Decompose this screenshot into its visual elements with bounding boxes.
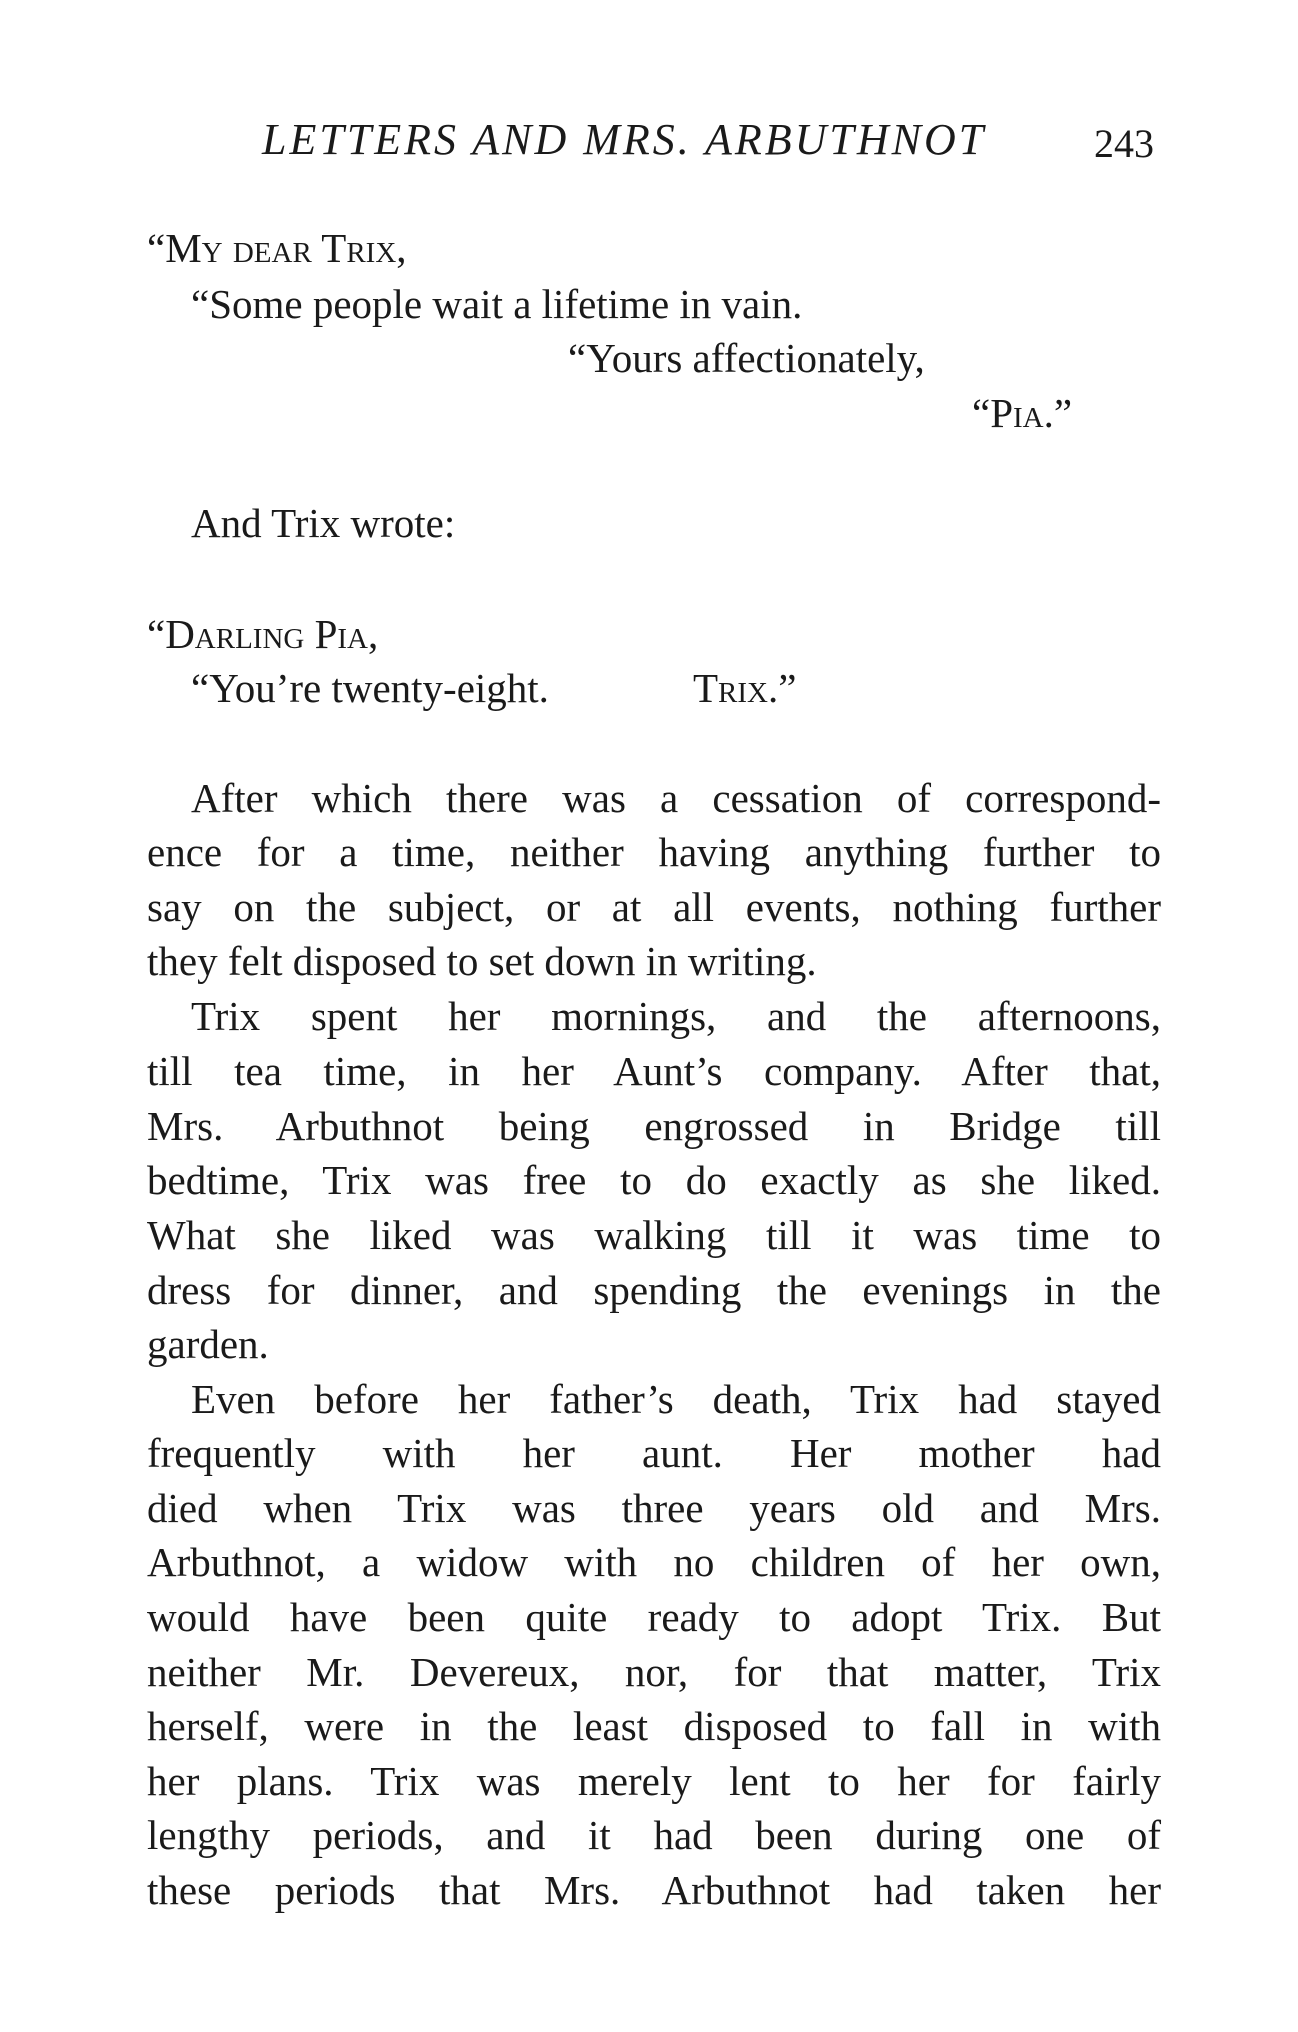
paragraph-line: her plans. Trix was merely lent to her for fairly [147,1758,1161,1804]
letter-signature: Trix.” [693,665,797,711]
paragraph-line: frequently with her aunt. Her mother had [147,1430,1161,1476]
paragraph-line: garden. [147,1321,269,1367]
paragraph-line: neither Mr. Devereux, nor, for that matter, Trix [147,1649,1161,1695]
paragraph-line: would have been quite ready to adopt Trix. But [147,1594,1161,1640]
narration-line: And Trix wrote: [191,500,456,546]
paragraph-line: lengthy periods, and it had been during one of [147,1812,1161,1858]
page-number: 243 [1094,121,1154,166]
paragraph-line: Arbuthnot, a widow with no children of her own, [147,1539,1161,1585]
paragraph-line: herself, were in the least disposed to fall in with [147,1703,1161,1749]
letter-salutation: “Darling Pia, [147,611,379,657]
letter-body: “Some people wait a lifetime in vain. [191,281,803,327]
paragraph-line: What she liked was walking till it was time to [147,1212,1161,1258]
paragraph-line: say on the subject, or at all events, nothing further [147,884,1161,930]
paragraph-line: dress for dinner, and spending the evenings in the [147,1267,1161,1313]
paragraph-line: they felt disposed to set down in writing. [147,938,817,984]
paragraph-line: bedtime, Trix was free to do exactly as she liked. [147,1157,1161,1203]
paragraph-line: Even before her father’s death, Trix had stayed [191,1376,1161,1422]
letter-body: “You’re twenty-eight. [191,665,549,711]
paragraph-line: ence for a time, neither having anything further to [147,829,1161,875]
paragraph-line: After which there was a cessation of correspond- [191,775,1161,821]
letter-closing: “Yours affectionately, [568,335,925,381]
paragraph-line: Trix spent her mornings, and the afternoons, [191,993,1161,1039]
paragraph-line: till tea time, in her Aunt’s company. After that, [147,1048,1161,1094]
letter-salutation: “My dear Trix, [147,225,407,271]
letter-signature: “Pia.” [972,390,1073,436]
paragraph-line: these periods that Mrs. Arbuthnot had taken her [147,1867,1161,1913]
paragraph-line: died when Trix was three years old and Mrs. [147,1485,1161,1531]
paragraph-line: Mrs. Arbuthnot being engrossed in Bridge till [147,1103,1161,1149]
running-head-title: LETTERS AND MRS. ARBUTHNOT [262,115,987,164]
